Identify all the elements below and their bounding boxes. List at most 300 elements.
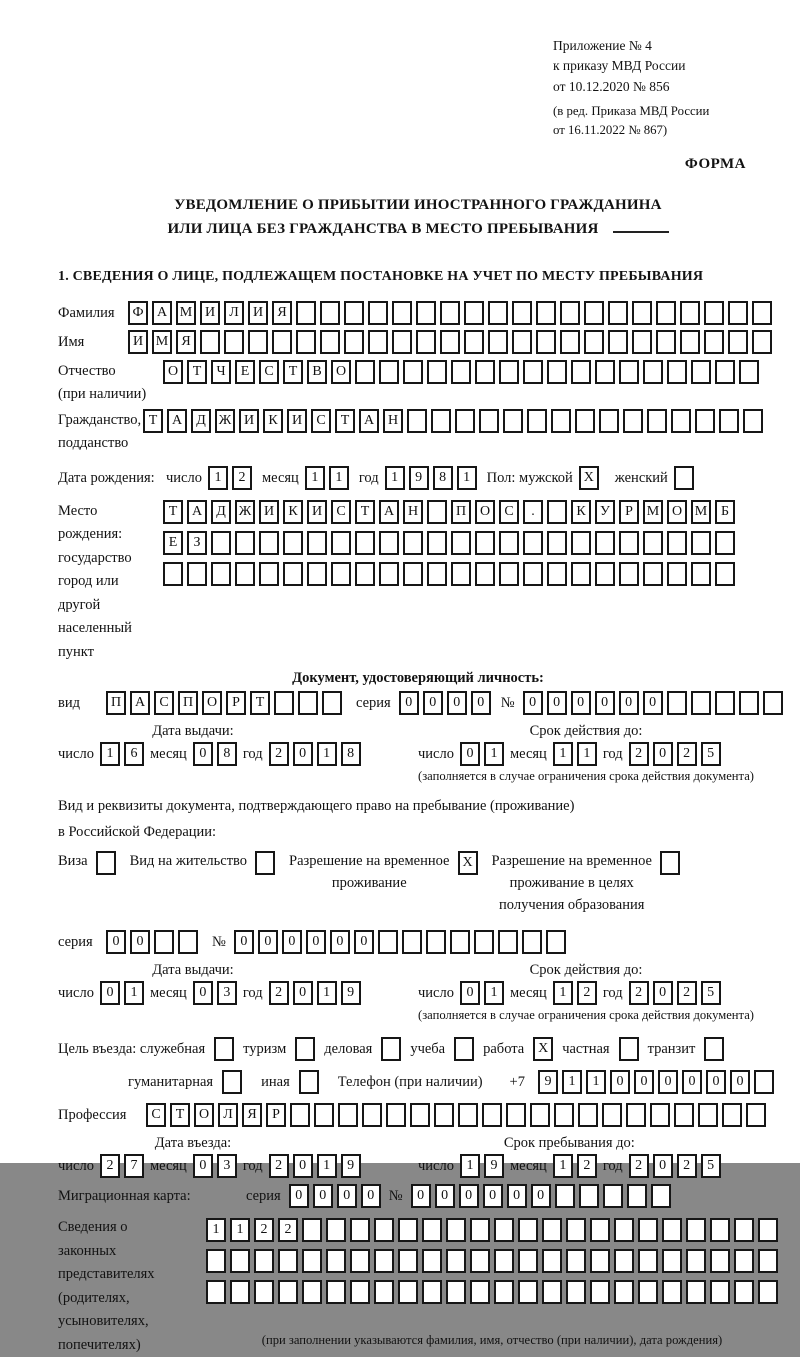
- char-box[interactable]: С: [331, 500, 351, 524]
- char-box[interactable]: 1: [553, 981, 573, 1005]
- char-box[interactable]: [752, 330, 772, 354]
- char-box[interactable]: [475, 360, 495, 384]
- char-box[interactable]: [595, 360, 615, 384]
- char-box[interactable]: [494, 1249, 514, 1273]
- char-box[interactable]: Д: [211, 500, 231, 524]
- char-box[interactable]: 8: [433, 466, 453, 490]
- char-box[interactable]: Т: [170, 1103, 190, 1127]
- char-box[interactable]: [422, 1218, 442, 1242]
- char-box[interactable]: [464, 330, 484, 354]
- char-box[interactable]: [494, 1218, 514, 1242]
- char-box[interactable]: [368, 301, 388, 325]
- char-box[interactable]: С: [259, 360, 279, 384]
- doc-valid-month-field[interactable]: [553, 742, 597, 766]
- char-box[interactable]: [427, 531, 447, 555]
- char-box[interactable]: [290, 1103, 310, 1127]
- char-box[interactable]: Ж: [215, 409, 235, 433]
- char-box[interactable]: [307, 562, 327, 586]
- entry-month-field[interactable]: [193, 1154, 237, 1178]
- char-box[interactable]: 0: [531, 1184, 551, 1208]
- char-box[interactable]: 5: [701, 742, 721, 766]
- char-box[interactable]: [230, 1280, 250, 1304]
- char-box[interactable]: [398, 1280, 418, 1304]
- char-box[interactable]: [451, 562, 471, 586]
- char-box[interactable]: [214, 1037, 234, 1061]
- char-box[interactable]: 1: [484, 981, 504, 1005]
- doc-type-field[interactable]: [106, 691, 342, 715]
- char-box[interactable]: [560, 301, 580, 325]
- char-box[interactable]: [446, 1218, 466, 1242]
- char-box[interactable]: 0: [130, 930, 150, 954]
- char-box[interactable]: [326, 1249, 346, 1273]
- char-box[interactable]: [595, 562, 615, 586]
- checkbox-official[interactable]: [214, 1037, 234, 1061]
- char-box[interactable]: 3: [217, 981, 237, 1005]
- char-box[interactable]: [739, 691, 759, 715]
- char-box[interactable]: 0: [634, 1070, 654, 1094]
- char-box[interactable]: 9: [538, 1070, 558, 1094]
- char-box[interactable]: [402, 930, 422, 954]
- char-box[interactable]: [488, 330, 508, 354]
- char-box[interactable]: У: [595, 500, 615, 524]
- char-box[interactable]: [506, 1103, 526, 1127]
- char-box[interactable]: 0: [447, 691, 467, 715]
- char-box[interactable]: [734, 1249, 754, 1273]
- char-box[interactable]: [619, 360, 639, 384]
- char-box[interactable]: [374, 1249, 394, 1273]
- char-box[interactable]: Р: [619, 500, 639, 524]
- char-box[interactable]: 0: [423, 691, 443, 715]
- char-box[interactable]: Д: [191, 409, 211, 433]
- char-box[interactable]: Л: [218, 1103, 238, 1127]
- char-box[interactable]: 2: [577, 1154, 597, 1178]
- char-box[interactable]: [626, 1103, 646, 1127]
- doc-valid-day-field[interactable]: [460, 742, 504, 766]
- char-box[interactable]: П: [106, 691, 126, 715]
- char-box[interactable]: 0: [507, 1184, 527, 1208]
- char-box[interactable]: [326, 1280, 346, 1304]
- char-box[interactable]: 0: [411, 1184, 431, 1208]
- char-box[interactable]: [278, 1249, 298, 1273]
- char-box[interactable]: [350, 1280, 370, 1304]
- char-box[interactable]: И: [307, 500, 327, 524]
- char-box[interactable]: [571, 360, 591, 384]
- char-box[interactable]: [494, 1280, 514, 1304]
- char-box[interactable]: [320, 330, 340, 354]
- char-box[interactable]: С: [311, 409, 331, 433]
- char-box[interactable]: 1: [385, 466, 405, 490]
- birthplace-row1-field[interactable]: [163, 500, 735, 524]
- char-box[interactable]: [320, 301, 340, 325]
- char-box[interactable]: [427, 562, 447, 586]
- representatives-row2-field[interactable]: [206, 1249, 778, 1273]
- char-box[interactable]: [474, 930, 494, 954]
- char-box[interactable]: 0: [730, 1070, 750, 1094]
- permit-series-field[interactable]: [106, 930, 198, 954]
- char-box[interactable]: [518, 1280, 538, 1304]
- char-box[interactable]: [662, 1280, 682, 1304]
- char-box[interactable]: С: [499, 500, 519, 524]
- char-box[interactable]: О: [163, 360, 183, 384]
- char-box[interactable]: [584, 330, 604, 354]
- birthplace-row2-field[interactable]: [163, 531, 735, 555]
- checkbox-transit[interactable]: [704, 1037, 724, 1061]
- char-box[interactable]: 0: [313, 1184, 333, 1208]
- doc-number-field[interactable]: [523, 691, 783, 715]
- char-box[interactable]: [440, 330, 460, 354]
- name-field[interactable]: [128, 330, 772, 354]
- checkbox-visa[interactable]: [96, 851, 116, 875]
- char-box[interactable]: [734, 1280, 754, 1304]
- char-box[interactable]: [691, 691, 711, 715]
- char-box[interactable]: [698, 1103, 718, 1127]
- char-box[interactable]: [542, 1218, 562, 1242]
- char-box[interactable]: [362, 1103, 382, 1127]
- char-box[interactable]: [278, 1280, 298, 1304]
- checkbox-business[interactable]: [381, 1037, 401, 1061]
- char-box[interactable]: 2: [629, 1154, 649, 1178]
- char-box[interactable]: [656, 330, 676, 354]
- char-box[interactable]: П: [451, 500, 471, 524]
- char-box[interactable]: И: [287, 409, 307, 433]
- char-box[interactable]: [734, 1218, 754, 1242]
- char-box[interactable]: 8: [341, 742, 361, 766]
- char-box[interactable]: [314, 1103, 334, 1127]
- char-box[interactable]: [450, 930, 470, 954]
- char-box[interactable]: А: [187, 500, 207, 524]
- char-box[interactable]: [498, 930, 518, 954]
- char-box[interactable]: Н: [403, 500, 423, 524]
- char-box[interactable]: [547, 531, 567, 555]
- char-box[interactable]: 2: [677, 981, 697, 1005]
- char-box[interactable]: [530, 1103, 550, 1127]
- char-box[interactable]: [344, 330, 364, 354]
- char-box[interactable]: [619, 1037, 639, 1061]
- char-box[interactable]: [479, 409, 499, 433]
- char-box[interactable]: Н: [383, 409, 403, 433]
- checkbox-tourism[interactable]: [295, 1037, 315, 1061]
- char-box[interactable]: [299, 1070, 319, 1094]
- char-box[interactable]: [667, 691, 687, 715]
- char-box[interactable]: [379, 531, 399, 555]
- char-box[interactable]: 0: [100, 981, 120, 1005]
- char-box[interactable]: [416, 330, 436, 354]
- char-box[interactable]: [643, 562, 663, 586]
- char-box[interactable]: [590, 1249, 610, 1273]
- char-box[interactable]: А: [359, 409, 379, 433]
- representatives-row1-field[interactable]: [206, 1218, 778, 1242]
- char-box[interactable]: [344, 301, 364, 325]
- checkbox-other[interactable]: [299, 1070, 319, 1094]
- permit-number-field[interactable]: [234, 930, 566, 954]
- char-box[interactable]: 0: [282, 930, 302, 954]
- char-box[interactable]: Б: [715, 500, 735, 524]
- char-box[interactable]: Т: [250, 691, 270, 715]
- char-box[interactable]: [715, 691, 735, 715]
- char-box[interactable]: [386, 1103, 406, 1127]
- representatives-row3-field[interactable]: [206, 1280, 778, 1304]
- char-box[interactable]: [254, 1280, 274, 1304]
- char-box[interactable]: [571, 531, 591, 555]
- char-box[interactable]: [608, 330, 628, 354]
- char-box[interactable]: [719, 409, 739, 433]
- char-box[interactable]: [458, 1103, 478, 1127]
- char-box[interactable]: [632, 301, 652, 325]
- char-box[interactable]: [407, 409, 427, 433]
- char-box[interactable]: [422, 1280, 442, 1304]
- char-box[interactable]: [746, 1103, 766, 1127]
- char-box[interactable]: [523, 531, 543, 555]
- char-box[interactable]: О: [194, 1103, 214, 1127]
- char-box[interactable]: Т: [143, 409, 163, 433]
- char-box[interactable]: Ф: [128, 301, 148, 325]
- char-box[interactable]: 0: [399, 691, 419, 715]
- char-box[interactable]: 0: [289, 1184, 309, 1208]
- char-box[interactable]: [187, 562, 207, 586]
- char-box[interactable]: [638, 1280, 658, 1304]
- char-box[interactable]: 0: [459, 1184, 479, 1208]
- char-box[interactable]: 1: [206, 1218, 226, 1242]
- char-box[interactable]: [527, 409, 547, 433]
- char-box[interactable]: [326, 1218, 346, 1242]
- char-box[interactable]: 0: [571, 691, 591, 715]
- char-box[interactable]: [651, 1184, 671, 1208]
- char-box[interactable]: 2: [269, 981, 289, 1005]
- char-box[interactable]: [434, 1103, 454, 1127]
- char-box[interactable]: О: [331, 360, 351, 384]
- char-box[interactable]: [272, 330, 292, 354]
- char-box[interactable]: [710, 1218, 730, 1242]
- char-box[interactable]: [283, 531, 303, 555]
- char-box[interactable]: [302, 1218, 322, 1242]
- char-box[interactable]: 1: [230, 1218, 250, 1242]
- char-box[interactable]: [368, 330, 388, 354]
- char-box[interactable]: [403, 562, 423, 586]
- char-box[interactable]: [691, 562, 711, 586]
- char-box[interactable]: [259, 562, 279, 586]
- doc-issue-month-field[interactable]: [193, 742, 237, 766]
- char-box[interactable]: И: [200, 301, 220, 325]
- char-box[interactable]: О: [667, 500, 687, 524]
- char-box[interactable]: [403, 531, 423, 555]
- permit-issue-month-field[interactable]: [193, 981, 237, 1005]
- char-box[interactable]: [638, 1249, 658, 1273]
- char-box[interactable]: [551, 409, 571, 433]
- char-box[interactable]: [542, 1280, 562, 1304]
- char-box[interactable]: 2: [629, 981, 649, 1005]
- char-box[interactable]: [686, 1280, 706, 1304]
- phone-field[interactable]: [538, 1070, 774, 1094]
- char-box[interactable]: 1: [305, 466, 325, 490]
- permit-valid-day-field[interactable]: [460, 981, 504, 1005]
- char-box[interactable]: [331, 531, 351, 555]
- char-box[interactable]: [547, 500, 567, 524]
- char-box[interactable]: 0: [330, 930, 350, 954]
- char-box[interactable]: 1: [553, 742, 573, 766]
- migration-series-field[interactable]: [289, 1184, 381, 1208]
- char-box[interactable]: [499, 360, 519, 384]
- char-box[interactable]: [662, 1249, 682, 1273]
- char-box[interactable]: [686, 1218, 706, 1242]
- patronymic-field[interactable]: [163, 360, 759, 384]
- char-box[interactable]: [614, 1280, 634, 1304]
- char-box[interactable]: [518, 1249, 538, 1273]
- birth-month-field[interactable]: [305, 466, 349, 490]
- char-box[interactable]: 5: [701, 981, 721, 1005]
- char-box[interactable]: [96, 851, 116, 875]
- char-box[interactable]: М: [152, 330, 172, 354]
- char-box[interactable]: [614, 1249, 634, 1273]
- char-box[interactable]: [752, 301, 772, 325]
- char-box[interactable]: С: [146, 1103, 166, 1127]
- char-box[interactable]: X: [458, 851, 478, 875]
- char-box[interactable]: [512, 301, 532, 325]
- char-box[interactable]: [555, 1184, 575, 1208]
- char-box[interactable]: 1: [208, 466, 228, 490]
- char-box[interactable]: [650, 1103, 670, 1127]
- char-box[interactable]: [523, 360, 543, 384]
- char-box[interactable]: [392, 301, 412, 325]
- char-box[interactable]: [403, 360, 423, 384]
- checkbox-work[interactable]: [533, 1037, 553, 1061]
- char-box[interactable]: 2: [629, 742, 649, 766]
- char-box[interactable]: 2: [232, 466, 252, 490]
- char-box[interactable]: [643, 360, 663, 384]
- char-box[interactable]: И: [259, 500, 279, 524]
- char-box[interactable]: 9: [341, 1154, 361, 1178]
- char-box[interactable]: [566, 1280, 586, 1304]
- char-box[interactable]: [355, 562, 375, 586]
- doc-issue-year-field[interactable]: [269, 742, 361, 766]
- char-box[interactable]: [643, 531, 663, 555]
- char-box[interactable]: 0: [306, 930, 326, 954]
- char-box[interactable]: [224, 330, 244, 354]
- char-box[interactable]: 0: [653, 981, 673, 1005]
- char-box[interactable]: [355, 531, 375, 555]
- birth-day-field[interactable]: [208, 466, 252, 490]
- char-box[interactable]: В: [307, 360, 327, 384]
- char-box[interactable]: 0: [619, 691, 639, 715]
- char-box[interactable]: [206, 1249, 226, 1273]
- char-box[interactable]: [590, 1280, 610, 1304]
- entry-day-field[interactable]: [100, 1154, 144, 1178]
- char-box[interactable]: [536, 330, 556, 354]
- char-box[interactable]: [302, 1249, 322, 1273]
- char-box[interactable]: 0: [293, 742, 313, 766]
- char-box[interactable]: 0: [234, 930, 254, 954]
- char-box[interactable]: И: [128, 330, 148, 354]
- char-box[interactable]: Т: [355, 500, 375, 524]
- char-box[interactable]: [578, 1103, 598, 1127]
- char-box[interactable]: [691, 531, 711, 555]
- char-box[interactable]: Я: [176, 330, 196, 354]
- char-box[interactable]: [254, 1249, 274, 1273]
- char-box[interactable]: Ч: [211, 360, 231, 384]
- char-box[interactable]: [302, 1280, 322, 1304]
- char-box[interactable]: Л: [224, 301, 244, 325]
- char-box[interactable]: [728, 330, 748, 354]
- char-box[interactable]: [691, 360, 711, 384]
- char-box[interactable]: [632, 330, 652, 354]
- char-box[interactable]: [571, 562, 591, 586]
- char-box[interactable]: 1: [329, 466, 349, 490]
- char-box[interactable]: [163, 562, 183, 586]
- citizenship-field[interactable]: [143, 409, 763, 433]
- char-box[interactable]: [503, 409, 523, 433]
- char-box[interactable]: 0: [643, 691, 663, 715]
- char-box[interactable]: 9: [341, 981, 361, 1005]
- char-box[interactable]: [427, 360, 447, 384]
- char-box[interactable]: [638, 1218, 658, 1242]
- char-box[interactable]: [743, 409, 763, 433]
- char-box[interactable]: К: [263, 409, 283, 433]
- char-box[interactable]: 0: [258, 930, 278, 954]
- char-box[interactable]: [451, 360, 471, 384]
- char-box[interactable]: И: [248, 301, 268, 325]
- checkbox-male[interactable]: [579, 466, 599, 490]
- char-box[interactable]: Т: [283, 360, 303, 384]
- char-box[interactable]: [704, 1037, 724, 1061]
- char-box[interactable]: [547, 562, 567, 586]
- char-box[interactable]: [482, 1103, 502, 1127]
- char-box[interactable]: [758, 1280, 778, 1304]
- char-box[interactable]: 0: [547, 691, 567, 715]
- char-box[interactable]: [322, 691, 342, 715]
- char-box[interactable]: К: [571, 500, 591, 524]
- char-box[interactable]: [662, 1218, 682, 1242]
- migration-number-field[interactable]: [411, 1184, 671, 1208]
- char-box[interactable]: [475, 531, 495, 555]
- char-box[interactable]: X: [579, 466, 599, 490]
- char-box[interactable]: 1: [484, 742, 504, 766]
- char-box[interactable]: [695, 409, 715, 433]
- char-box[interactable]: 2: [577, 981, 597, 1005]
- char-box[interactable]: [674, 1103, 694, 1127]
- char-box[interactable]: [566, 1218, 586, 1242]
- char-box[interactable]: [619, 531, 639, 555]
- permit-valid-month-field[interactable]: [553, 981, 597, 1005]
- char-box[interactable]: 0: [483, 1184, 503, 1208]
- char-box[interactable]: 1: [100, 742, 120, 766]
- checkbox-humanitarian[interactable]: [222, 1070, 242, 1094]
- char-box[interactable]: А: [152, 301, 172, 325]
- char-box[interactable]: [255, 851, 275, 875]
- char-box[interactable]: С: [154, 691, 174, 715]
- permit-issue-year-field[interactable]: [269, 981, 361, 1005]
- char-box[interactable]: [283, 562, 303, 586]
- char-box[interactable]: [674, 466, 694, 490]
- char-box[interactable]: X: [533, 1037, 553, 1061]
- char-box[interactable]: [542, 1249, 562, 1273]
- char-box[interactable]: 0: [460, 742, 480, 766]
- char-box[interactable]: [296, 330, 316, 354]
- char-box[interactable]: 0: [653, 742, 673, 766]
- char-box[interactable]: [446, 1249, 466, 1273]
- char-box[interactable]: [715, 562, 735, 586]
- char-box[interactable]: Е: [235, 360, 255, 384]
- char-box[interactable]: 0: [293, 981, 313, 1005]
- checkbox-temp-residence-edu[interactable]: [660, 851, 680, 875]
- char-box[interactable]: [440, 301, 460, 325]
- checkbox-residence-permit[interactable]: [255, 851, 275, 875]
- char-box[interactable]: [248, 330, 268, 354]
- char-box[interactable]: А: [167, 409, 187, 433]
- char-box[interactable]: З: [187, 531, 207, 555]
- char-box[interactable]: 2: [254, 1218, 274, 1242]
- char-box[interactable]: [350, 1218, 370, 1242]
- char-box[interactable]: О: [475, 500, 495, 524]
- checkbox-study[interactable]: [454, 1037, 474, 1061]
